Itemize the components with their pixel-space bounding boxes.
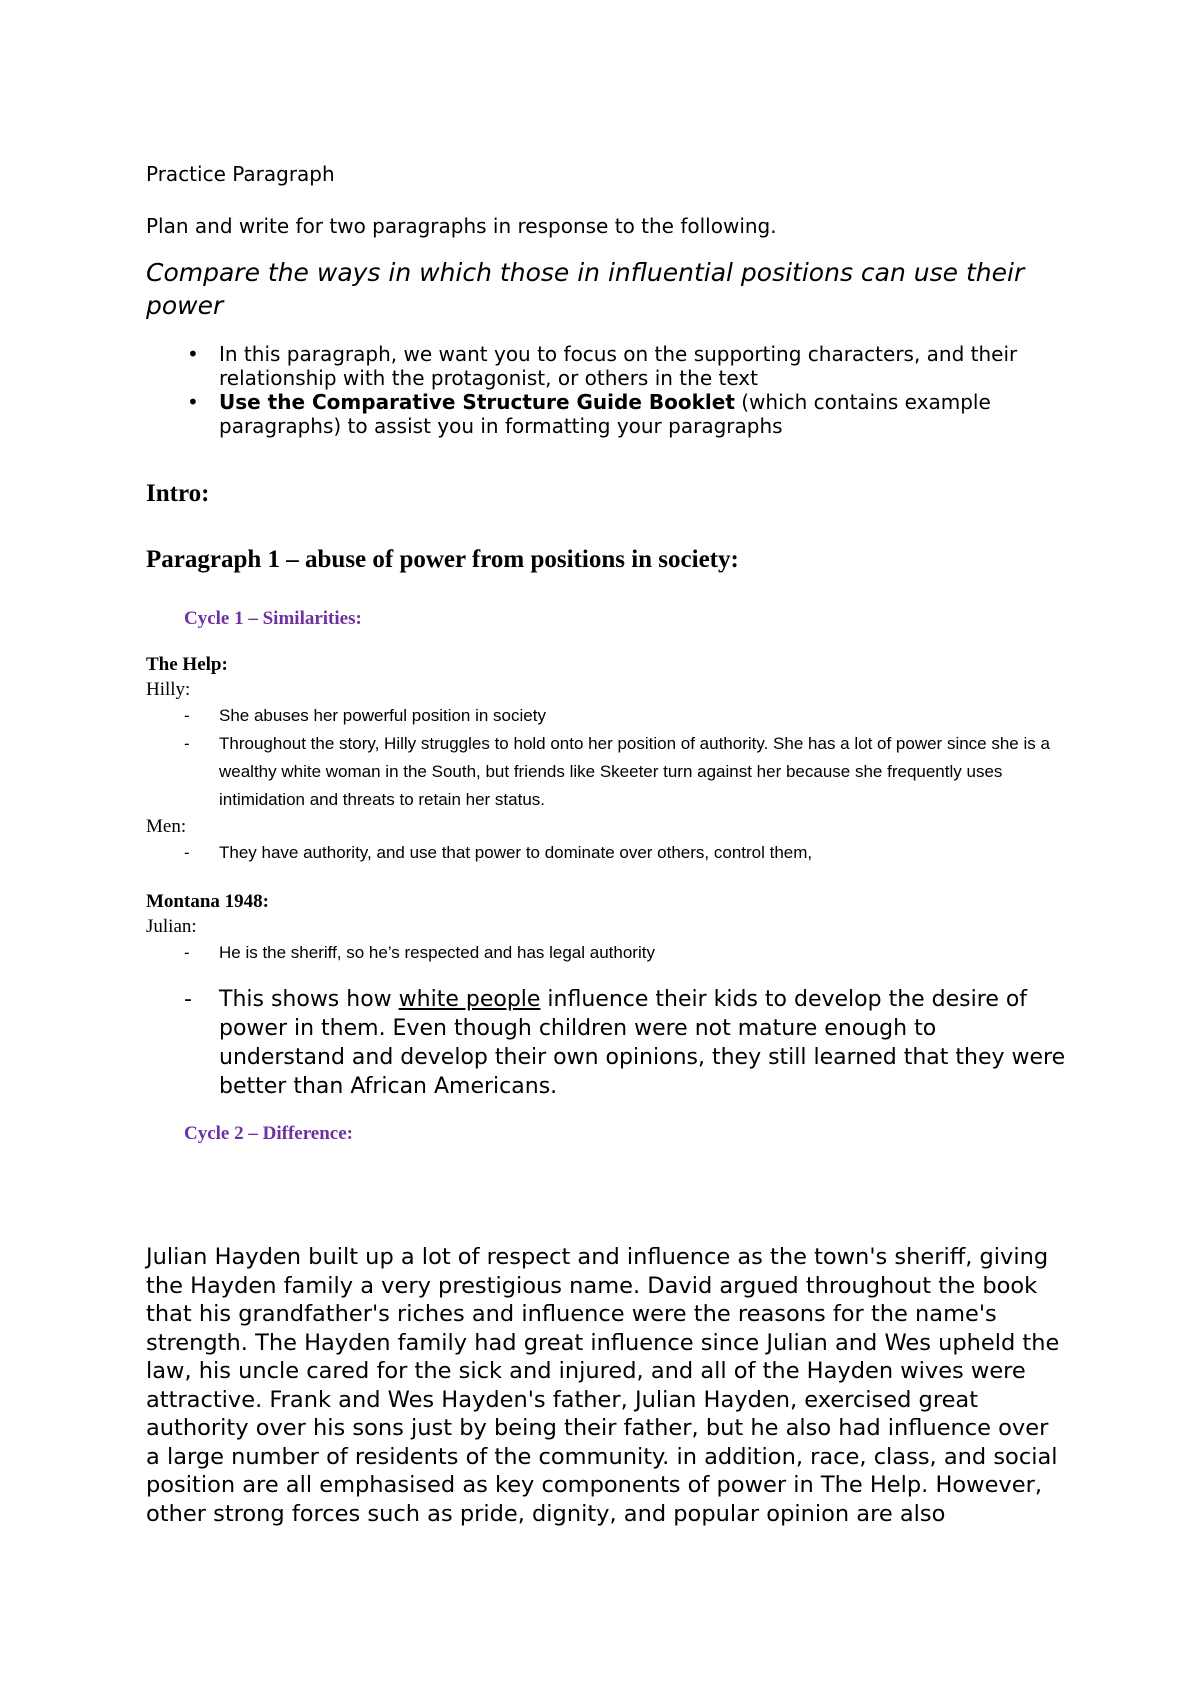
hilly-list [146,702,1066,814]
question-text: Compare the ways in which those in influential positions can use their power [146,258,1025,320]
julian-list [146,939,1066,967]
the-help-heading: The Help: [146,654,228,675]
list-item-text: influence their kids to develop the desire of power in them. Even though children were not mature enough to understand and develop their own opinions, they still learned that they were better than African Americans. [219,987,1066,1099]
essay-paragraph: Julian Hayden built up a lot of respect and influence as the town's sheriff, giving the Hayden family a very prestigious name. David argued throughout the book that his grandfather's riches and influence were the reasons for the name's strength. The Hayden family had great influence since Julian and Wes upheld the law, his uncle cared for the sick and injured, and all of the Hayden wives were attractive. Frank and Wes Hayden's father, Julian Hayden, exercised great authority over his sons just by being their father, but he also had influence over a large number of residents of the community. in addition, race, class, and social position are all emphasised as key components of power in The Help. However, other strong forces such as pride, dignity, and popular opinion are also [146,1244,1060,1527]
bullet-icon: • [187,342,199,366]
bullet-bold-text: Use the Comparative Structure Guide Booklet [219,390,735,414]
dash-icon: - [184,706,190,725]
intro-heading: Intro: [146,480,210,507]
dash-icon: - [184,734,190,753]
men-list [146,839,1066,867]
bullet-icon: • [187,390,199,414]
list-item [146,839,1066,867]
list-item-text: He is the sheriff, so he’s respected and has legal authority [219,943,655,962]
the-help-section [146,652,1066,867]
document-page [146,160,1066,1147]
list-item-text: Throughout the story, Hilly struggles to hold onto her position of authority. She has a lot of power since she is a wealthy white woman in the South, but friends like Skeeter turn against her because she frequently uses intimidation and threats to retain her status. [219,734,1050,809]
bullet-text: (which contains example paragraphs) to assist you in formatting your paragraphs [219,390,991,438]
bullet-text: In this paragraph, we want you to focus on the supporting characters, and their relationship with the protagonist, or others in the text [219,342,1018,390]
men-label: Men: [146,816,187,837]
list-item [146,985,1066,1101]
montana-heading: Montana 1948: [146,891,269,912]
instruction-text: Plan and write for two paragraphs in response to the following. [146,214,777,238]
bullet-item [146,342,1066,390]
instruction-bullets [146,342,1066,438]
page-title: Practice Paragraph [146,162,335,186]
list-item [146,702,1066,730]
underlined-text: white people [398,987,541,1012]
list-item [146,939,1066,967]
bullet-item [146,390,1066,438]
dash-icon: - [184,943,190,962]
shows-list [146,985,1066,1101]
cycle2-heading: Cycle 2 – Difference: [184,1123,353,1144]
list-item [146,730,1066,814]
dash-icon: - [184,987,192,1012]
list-item-text: They have authority, and use that power to dominate over others, control them, [219,843,813,862]
list-item-text: This shows how [219,987,399,1012]
hilly-label: Hilly: [146,679,191,700]
list-item-text: She abuses her powerful position in society [219,706,546,725]
julian-label: Julian: [146,916,197,937]
cycle1-heading: Cycle 1 – Similarities: [184,608,362,629]
paragraph1-heading: Paragraph 1 – abuse of power from positions in society: [146,546,739,573]
montana-section [146,889,1066,1101]
dash-icon: - [184,843,190,862]
